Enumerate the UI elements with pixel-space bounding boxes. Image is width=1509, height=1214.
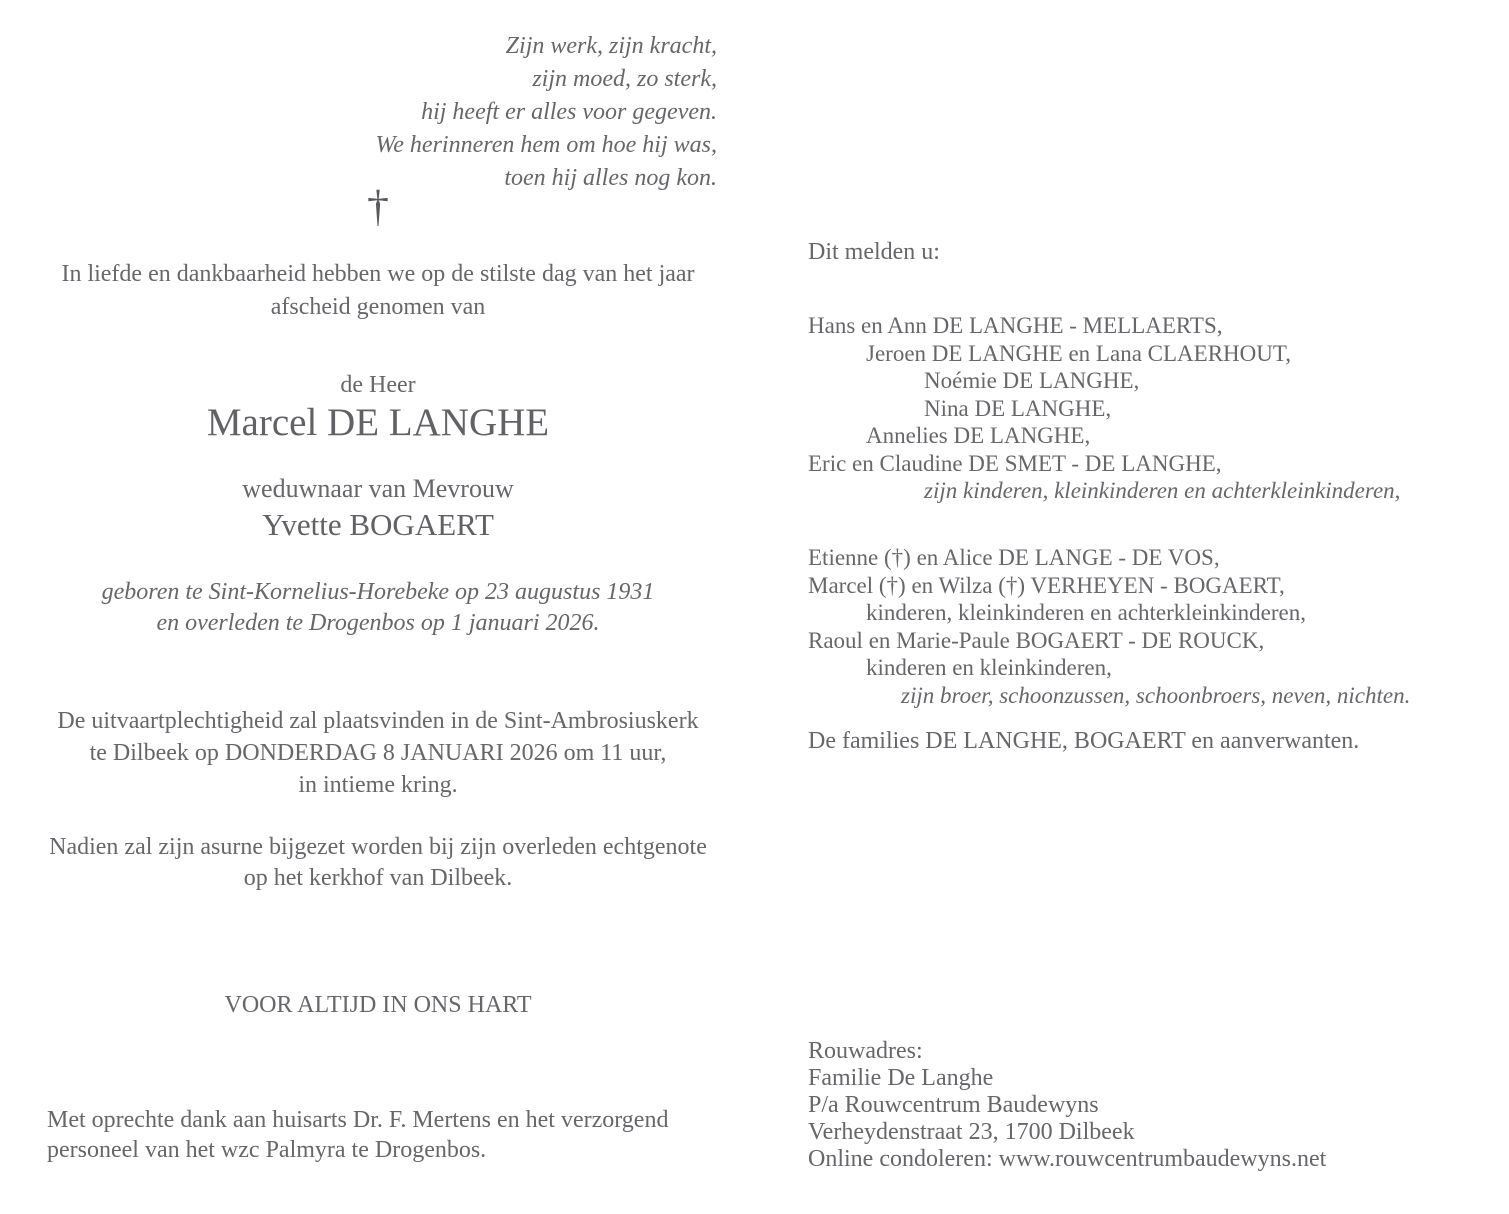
mourning-address-careof: P/a Rouwcentrum Baudewyns	[808, 1092, 1099, 1118]
family-siblings-block	[808, 544, 1488, 709]
announcement-heading: Dit melden u:	[808, 239, 940, 265]
family-line: kinderen en kleinkinderen,	[866, 655, 1112, 680]
spouse-name: Yvette BOGAERT	[262, 507, 494, 542]
family-line: Hans en Ann DE LANGHE - MELLAERTS,	[808, 313, 1223, 338]
poem-line: Zijn werk, zijn kracht,	[505, 33, 717, 59]
mourning-address-block	[808, 1038, 1488, 1173]
mourning-address-online: Online condoleren: www.rouwcentrumbaudewyns.net	[808, 1146, 1327, 1172]
family-line: Eric en Claudine DE SMET - DE LANGHE,	[808, 450, 1222, 476]
memorial-cross-icon: †	[367, 182, 389, 231]
poem-line: We herinneren hem om hoe hij was,	[375, 132, 717, 158]
service-block	[40, 705, 716, 801]
urn-line: op het kerkhof van Dilbeek.	[243, 865, 513, 891]
family-children-block	[808, 312, 1488, 505]
poem-line: zijn moed, zo sterk,	[532, 66, 717, 92]
mourning-address-street: Verheydenstraat 23, 1700 Dilbeek	[808, 1119, 1135, 1145]
spouse-relation: weduwnaar van Mevrouw	[242, 474, 514, 503]
urn-block	[40, 832, 716, 894]
service-line: in intieme kring.	[298, 772, 458, 798]
service-line: De uitvaartplechtigheid zal plaatsvinden in de Sint-Ambrosiuskerk	[57, 708, 699, 734]
family-line: Noémie DE LANGHE,	[924, 368, 1140, 393]
death-line: en overleden te Drogenbos op 1 januari 2026.	[156, 610, 600, 636]
birth-line: geboren te Sint-Kornelius-Horebeke op 23 augustus 1931	[101, 579, 655, 605]
motto-text: VOOR ALTIJD IN ONS HART	[224, 992, 532, 1018]
poem-line: hij heeft er alles voor gegeven.	[421, 99, 717, 125]
thanks-line: Met oprechte dank aan huisarts Dr. F. Mertens en het verzorgend	[47, 1107, 669, 1133]
families-summary: De families DE LANGHE, BOGAERT en aanverwanten.	[808, 728, 1360, 754]
urn-line: Nadien zal zijn asurne bijgezet worden bij zijn overleden echtgenote	[49, 834, 707, 860]
poem-block	[60, 30, 717, 195]
intro-block	[40, 258, 716, 324]
mourning-address-label: Rouwadres:	[808, 1038, 923, 1064]
thanks-line: personeel van het wzc Palmyra te Drogenbos.	[47, 1137, 487, 1163]
family-line: Marcel (†) en Wilza (†) VERHEYEN - BOGAERT,	[808, 572, 1285, 598]
deceased-name: Marcel DE LANGHE	[206, 401, 550, 444]
family-role-line: zijn kinderen, kleinkinderen en achterkleinkinderen,	[924, 478, 1401, 503]
life-dates-block	[40, 577, 716, 639]
deceased-salutation: de Heer	[340, 372, 416, 398]
family-line: Etienne (†) en Alice DE LANGE - DE VOS,	[808, 545, 1220, 570]
mourning-address-family: Familie De Langhe	[808, 1065, 994, 1091]
family-line: Annelies DE LANGHE,	[866, 423, 1091, 448]
service-line: te Dilbeek op DONDERDAG 8 JANUARI 2026 om 11 uur,	[89, 740, 667, 766]
family-line: kinderen, kleinkinderen en achterkleinkinderen,	[866, 600, 1307, 625]
intro-line: In liefde en dankbaarheid hebben we op de stilste dag van het jaar	[61, 261, 695, 287]
family-line: Jeroen DE LANGHE en Lana CLAERHOUT,	[866, 340, 1291, 366]
thanks-block	[47, 1105, 727, 1165]
family-role-line: zijn broer, schoonzussen, schoonbroers, neven, nichten.	[901, 682, 1411, 708]
family-line: Raoul en Marie-Paule BOGAERT - DE ROUCK,	[808, 627, 1265, 653]
family-line: Nina DE LANGHE,	[924, 395, 1112, 421]
intro-line: afscheid genomen van	[270, 294, 486, 320]
poem-line: toen hij alles nog kon.	[504, 165, 717, 191]
